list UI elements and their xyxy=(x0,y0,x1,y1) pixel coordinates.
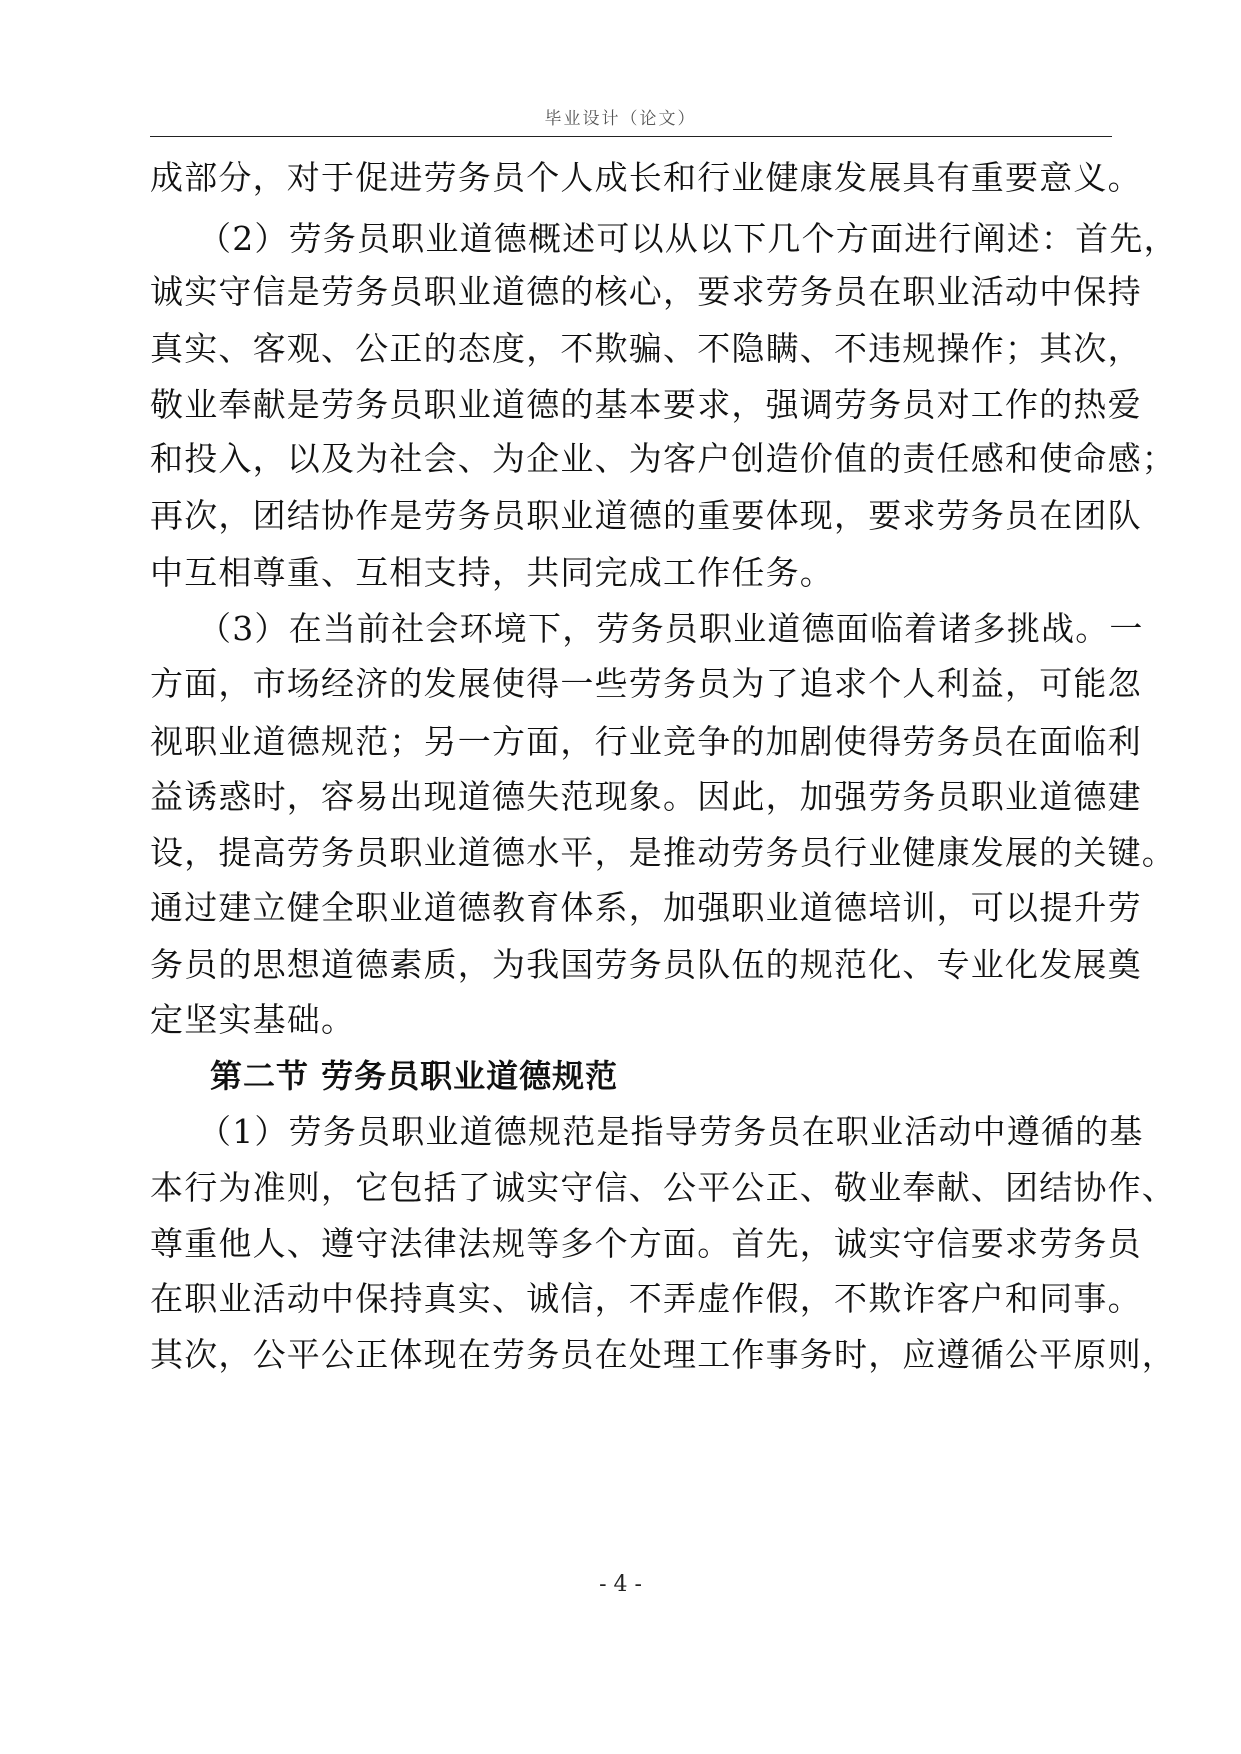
body-line: 方面，市场经济的发展使得一些劳务员为了追求个人利益，可能忽 xyxy=(150,664,1142,703)
body-line: 务员的思想道德素质，为我国劳务员队伍的规范化、专业化发展奠 xyxy=(150,945,1142,984)
body-line: 其次，公平公正体现在劳务员在处理工作事务时，应遵循公平原则， xyxy=(150,1335,1176,1374)
paragraph-3-line-1: （3）在当前社会环境下，劳务员职业道德面临着诸多挑战。一 xyxy=(198,609,1144,648)
body-line: 敬业奉献是劳务员职业道德的基本要求，强调劳务员对工作的热爱 xyxy=(150,385,1142,424)
body-line: 和投入，以及为社会、为企业、为客户创造价值的责任感和使命感； xyxy=(150,439,1176,478)
body-line: 视职业道德规范；另一方面，行业竞争的加剧使得劳务员在面临利 xyxy=(150,722,1142,761)
body-line: 通过建立健全职业道德教育体系，加强职业道德培训，可以提升劳 xyxy=(150,888,1142,927)
paragraph-3-last-line: 定坚实基础。 xyxy=(150,1000,356,1039)
body-line: 益诱惑时，容易出现道德失范现象。因此，加强劳务员职业道德建 xyxy=(150,777,1142,816)
body-line: 在职业活动中保持真实、诚信，不弄虚作假，不欺诈客户和同事。 xyxy=(150,1279,1142,1318)
header-divider xyxy=(150,136,1112,137)
body-line: 再次，团结协作是劳务员职业道德的重要体现，要求劳务员在团队 xyxy=(150,496,1142,535)
section-heading: 第二节 劳务员职业道德规范 xyxy=(210,1057,619,1095)
body-line: 真实、客观、公正的态度，不欺骗、不隐瞒、不违规操作；其次， xyxy=(150,329,1142,368)
paragraph-2-line-1: （2）劳务员职业道德概述可以从以下几个方面进行阐述：首先， xyxy=(198,219,1178,258)
body-line: 诚实守信是劳务员职业道德的核心，要求劳务员在职业活动中保持 xyxy=(150,272,1142,311)
page-header-title: 毕业设计（论文） xyxy=(544,109,697,129)
page-number: - 4 - xyxy=(599,1572,642,1597)
body-line: 本行为准则，它包括了诚实守信、公平公正、敬业奉献、团结协作、 xyxy=(150,1168,1176,1207)
body-line: 尊重他人、遵守法律法规等多个方面。首先，诚实守信要求劳务员 xyxy=(150,1224,1142,1263)
paragraph-2-last-line: 中互相尊重、互相支持，共同完成工作任务。 xyxy=(150,553,834,592)
paragraph-4-line-1: （1）劳务员职业道德规范是指导劳务员在职业活动中遵循的基 xyxy=(198,1112,1144,1151)
body-line: 设，提高劳务员职业道德水平，是推动劳务员行业健康发展的关键。 xyxy=(150,833,1176,872)
body-line: 成部分，对于促进劳务员个人成长和行业健康发展具有重要意义。 xyxy=(150,158,1142,197)
